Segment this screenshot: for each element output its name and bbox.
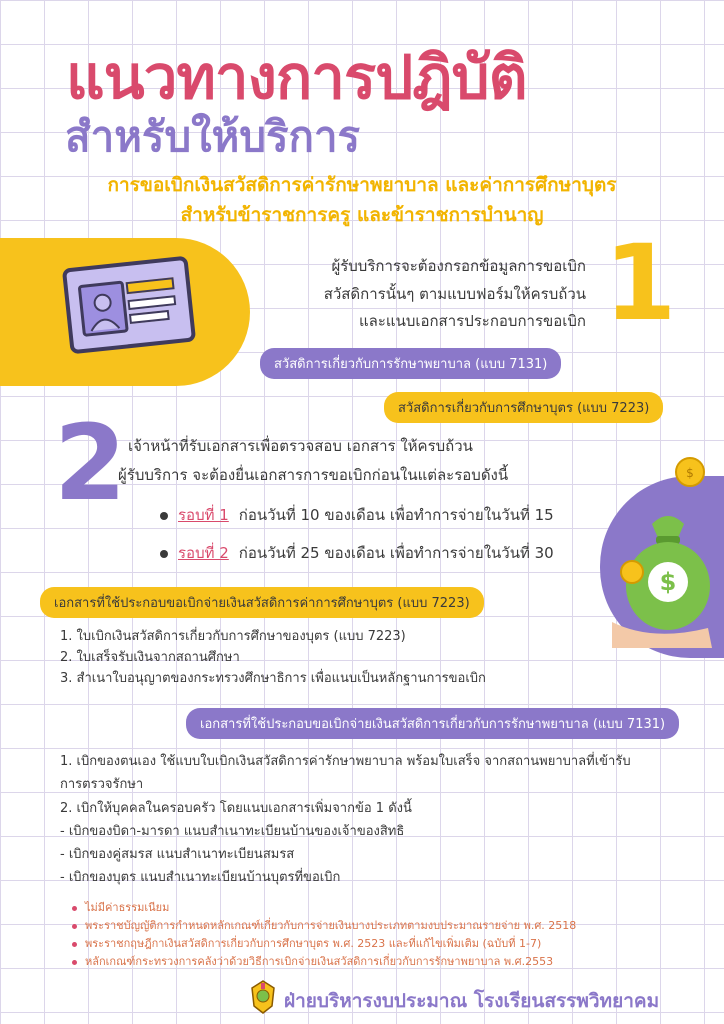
education-doc-item: 1. ใบเบิกเงินสวัสดิการเกี่ยวกับการศึกษาของบุตร (แบบ 7223): [60, 629, 406, 644]
round-text: ก่อนวันที่ 25 ของเดือน เพื่อทำการจ่ายในวันที่ 30: [238, 544, 554, 562]
round-item: [160, 541, 554, 565]
id-card-photo: [78, 280, 129, 337]
education-welfare-pill: สวัสดิการเกี่ยวกับการศึกษาบุตร (แบบ 7223): [384, 392, 663, 423]
svg-text:$: $: [686, 466, 694, 480]
medical-doc-item: - เบิกของบุตร แนบสำเนาทะเบียนบ้านบุตรที่ขอเบิก: [60, 870, 341, 885]
medical-doc-item: 2. เบิกให้บุคคลในครอบครัว โดยแนบเอกสารเพิ่มจากข้อ 1 ดังนี้: [60, 801, 412, 816]
svg-text:$: $: [659, 568, 677, 596]
bullet-icon: [72, 960, 77, 965]
page-subtitle: สำหรับให้บริการ: [65, 112, 361, 161]
round-label: รอบที่ 2: [178, 544, 229, 562]
bullet-icon: [72, 924, 77, 929]
step-1-number: 1: [604, 222, 677, 344]
medical-doc-item: - เบิกของคู่สมรส แนบสำเนาทะเบียนสมรส: [60, 847, 295, 862]
id-card-line: [129, 310, 170, 324]
step-2-number: 2: [54, 402, 127, 524]
round-item: [160, 503, 554, 527]
round-text: ก่อนวันที่ 10 ของเดือน เพื่อทำการจ่ายในวันที่ 15: [238, 506, 554, 524]
bullet-icon: [160, 512, 168, 520]
note-item: พระราชบัญญัติการกำหนดหลักเกณฑ์เกี่ยวกับการจ่ายเงินบางประเภทตามงบประมาณรายจ่าย พ.ศ. 2518: [72, 916, 576, 934]
education-docs-heading: เอกสารที่ใช้ประกอบขอเบิกจ่ายเงินสวัสดิการค่าการศึกษาบุตร (แบบ 7223): [40, 587, 484, 618]
round-label: รอบที่ 1: [178, 506, 229, 524]
medical-doc-item: การตรวจรักษา: [60, 777, 144, 792]
note-item: หลักเกณฑ์กระทรวงการคลังว่าด้วยวิธีการเบิกจ่ายเงินสวัสดิการเกี่ยวกับการรักษาพยาบาล พ.ศ.2553: [72, 952, 553, 970]
medical-doc-item: - เบิกของบิดา-มารดา แนบสำเนาทะเบียนบ้านของเจ้าของสิทธิ: [60, 824, 405, 839]
school-emblem-icon: [250, 980, 276, 1014]
note-item: ไม่มีค่าธรรมเนียม: [72, 898, 169, 916]
medical-docs-heading: เอกสารที่ใช้ประกอบขอเบิกจ่ายเงินสวัสดิการเกี่ยวกับการรักษาพยาบาล (แบบ 7131): [186, 708, 679, 739]
page-title: แนวทางการปฎิบัติ: [66, 43, 527, 113]
intro-line-1: การขอเบิกเงินสวัสดิการค่ารักษาพยาบาล และค่าการศึกษาบุตร: [107, 174, 617, 196]
bullet-icon: [160, 550, 168, 558]
bullet-icon: [72, 942, 77, 947]
step-1-line: ผู้รับบริการจะต้องกรอกข้อมูลการขอเบิก: [331, 257, 586, 275]
intro-line-2: สำหรับข้าราชการครู และข้าราชการบำนาญ: [180, 204, 544, 226]
step-1-line: สวัสดิการนั้นๆ ตามแบบฟอร์มให้ครบถ้วน: [323, 285, 586, 303]
money-bag-icon: [612, 452, 724, 648]
step-1-line: และแนบเอกสารประกอบการขอเบิก: [358, 312, 586, 330]
id-card-line: [127, 295, 176, 310]
education-doc-item: 2. ใบเสร็จรับเงินจากสถานศึกษา: [60, 650, 240, 665]
education-doc-item: 3. สำเนาใบอนุญาตของกระทรวงศึกษาธิการ เพื่อแนบเป็นหลักฐานการขอเบิก: [60, 671, 486, 686]
note-item: พระราชกฤษฎีกาเงินสวัสดิการเกี่ยวกับการศึกษาบุตร พ.ศ. 2523 และที่แก้ไขเพิ่มเติม (ฉบับที่ 1-7): [72, 934, 541, 952]
bullet-icon: [72, 906, 77, 911]
id-card-icon: [62, 256, 196, 355]
footer-org-name: ฝ่ายบริหารงบประมาณ โรงเรียนสรรพวิทยาคม: [284, 990, 660, 1012]
id-card-line: [126, 277, 175, 294]
step-2-line: ผู้รับบริการ จะต้องยื่นเอกสารการขอเบิกก่อนในแต่ละรอบดังนี้: [118, 466, 509, 484]
medical-doc-item: 1. เบิกของตนเอง ใช้แบบใบเบิกเงินสวัสดิการค่ารักษาพยาบาล พร้อมใบเสร็จ จากสถานพยาบาลที่เข้ารับ: [60, 754, 631, 769]
step-2-line: เจ้าหน้าที่รับเอกสารเพื่อตรวจสอบ เอกสาร ให้ครบถ้วน: [128, 437, 473, 455]
medical-welfare-pill: สวัสดิการเกี่ยวกับการรักษาพยาบาล (แบบ 7131): [260, 348, 561, 379]
